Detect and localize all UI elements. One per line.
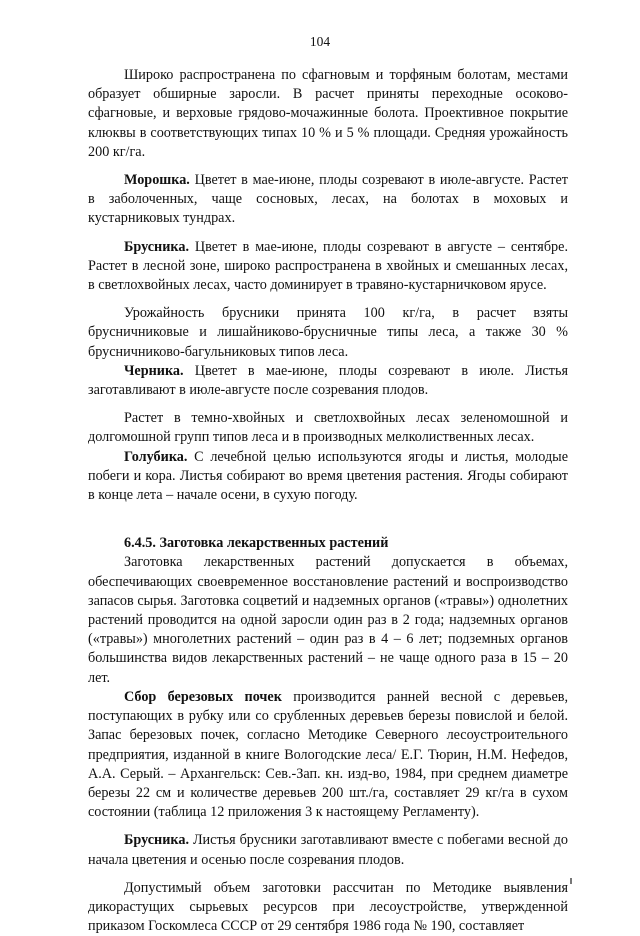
- paragraph-medicinal-harvest: Заготовка лекарственных растений допускается в объемах, обеспечивающих своевременное восстановление растений и воспроизводство запасов сырья. Заготовка соцветий и надземных органов («травы») однолетних растений проводится на одной заросли один раз в 2 года; надземных органов («травы») многолетних растений – один раз в 4 – 6 лет; подземных органов большинства видов лекарственных растений – не чаще одного раза в 15 – 20 лет.: [88, 554, 568, 686]
- paragraph-allowed-volume: Допустимый объем заготовки рассчитан по Методике выявления дикорастущих сырьевых ресурсов при лесоустройстве, утвержденной приказом Госкомлеса СССР от 29 сентября 1986 года № 190, составляет: [88, 879, 568, 935]
- lingonberry-text: Цветет в мае-июне, плоды созревают в августе – сентябре. Растет в лесной зоне, широко распространена в хвойных и смешанных лесах, в светлохвойных лесах, часто доминирует в травяно-кустарничковом ярусе.: [88, 238, 568, 294]
- lingonberry-leaves-text: Листья брусники заготавливают вместе с побегами весной до начала цветения и осенью после созревания плодов.: [88, 832, 568, 868]
- cloudberry-text: Цветет в мае-июне, плоды созревают в июле-августе. Растет в заболоченных, чаще сосновых, лесах, на болотах в моховых и кустарниковых тундрах.: [88, 172, 568, 227]
- paragraph-cranberry-habitat: Широко распространена по сфагновым и торфяным болотам, местами образует обширные заросли. В расчет приняты переходные осоково-сфагновые, и верховые грядово-мочажинные болота. Проективное покрытие клюквы в соответствующих типах 10 % и 5 % площади. Средняя урожайность 200 кг/га.: [88, 67, 568, 160]
- paragraph-bog-bilberry: [88, 448, 568, 506]
- birch-buds-text: производится ранней весной с деревьев, поступающих в рубку или со срубленных деревьев березы повислой и белой. Запас березовых почек, согласно Методике Северного лесоустроительного предприятия, изданной в книге Вологодские леса/ Е.Г. Тюрин, Н.М. Нефедов, А.А. Серый. – Архангельск: Сев.-Зап. кн. изд-во, 1984, при среднем диаметре березы 22 см и количестве деревьев 200 шт./га, составляет 29 кг/га в сухом состоянии (таблица 12 приложения 3 к настоящему Регламенту).: [88, 688, 568, 821]
- paragraph-lingonberry-yield: Урожайность брусники принята 100 кг/га, в расчет взяты брусничниковые и лишайниково-брусничные типы леса, а также 30 % брусничниково-багульниковых типов леса.: [88, 305, 568, 360]
- paragraph-birch-buds: [88, 688, 568, 822]
- paragraph-lingonberry-leaves: [88, 831, 568, 869]
- term-lingonberry: Брусника.: [124, 238, 189, 255]
- paragraph-bilberry: [88, 362, 568, 400]
- scan-mark: [570, 878, 572, 884]
- page-body: [88, 66, 568, 936]
- section-heading: 6.4.5. Заготовка лекарственных растений: [124, 535, 389, 552]
- bilberry-text: Цветет в мае-июне, плоды созревают в июле. Листья заготавливают в июле-августе после созревания плодов.: [88, 362, 568, 399]
- paragraph-lingonberry: [88, 238, 568, 296]
- term-lingonberry-leaves: Брусника.: [124, 832, 189, 849]
- term-cloudberry: Морошка.: [124, 172, 190, 189]
- term-bog-bilberry: Голубика.: [124, 448, 188, 465]
- paragraph-cloudberry: [88, 171, 568, 229]
- bog-bilberry-text: С лечебной целью используются ягоды и листья, молодые побеги и кора. Листья собирают во время цветения растения. Ягоды собирают в конце лета – начале осени, в сухую погоду.: [88, 448, 568, 504]
- paragraph-bilberry-habitat: Растет в темно-хвойных и светлохвойных лесах зеленомошной и долгомошной групп типов леса и в производных мелколиственных лесах.: [88, 410, 568, 446]
- term-birch-buds: Сбор березовых почек: [124, 688, 282, 705]
- page-number: 104: [309, 34, 331, 49]
- term-bilberry: Черника.: [124, 362, 184, 379]
